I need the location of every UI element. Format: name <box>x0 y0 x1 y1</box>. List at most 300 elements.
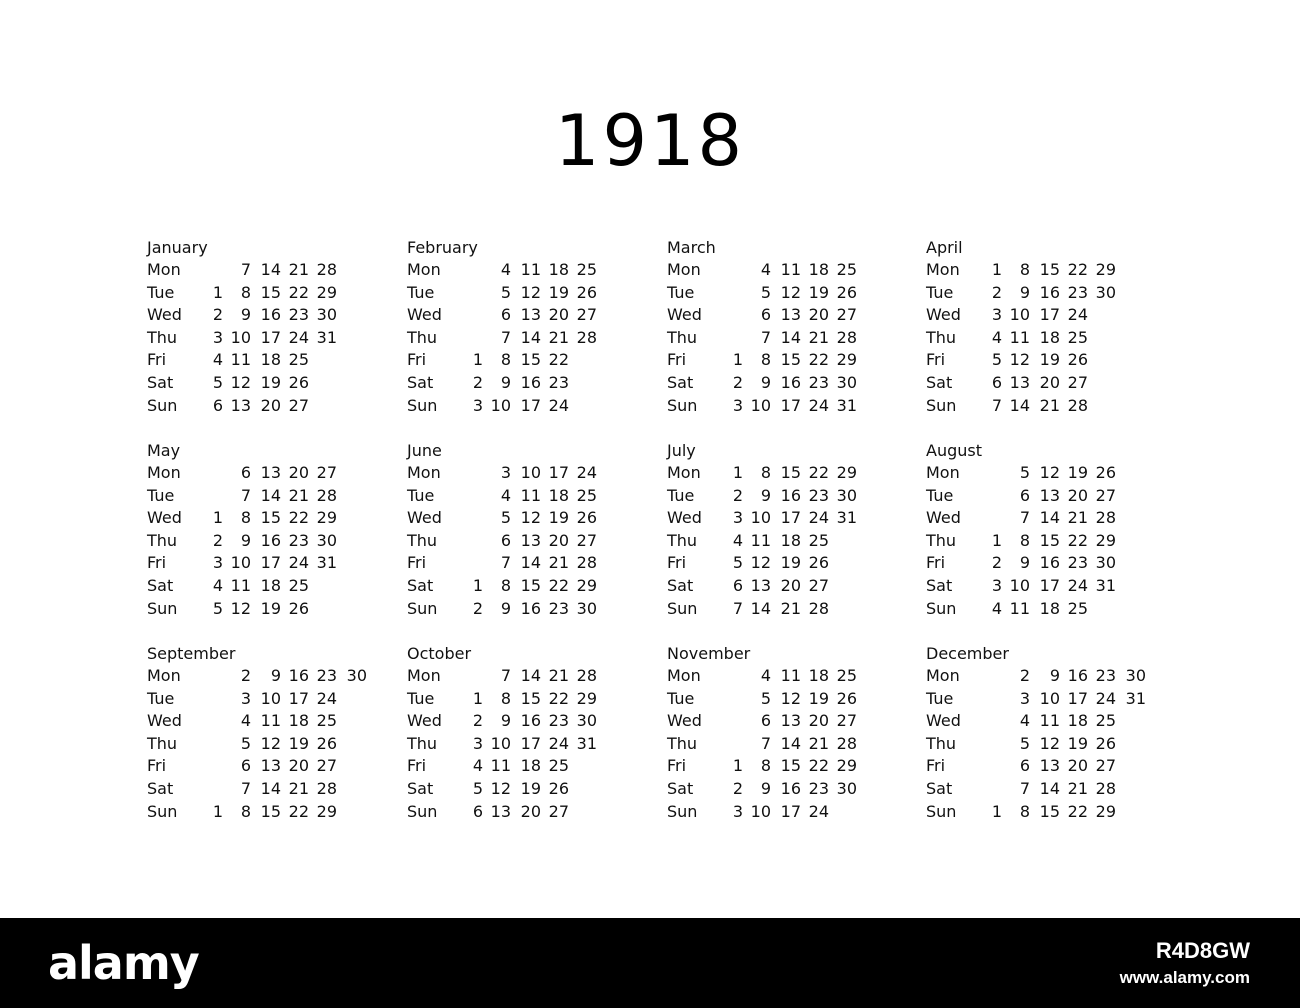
day-number: 5 <box>212 373 223 392</box>
day-number: 4 <box>500 485 511 505</box>
day-number: 25 <box>808 530 829 550</box>
day-number: 2 <box>1019 666 1030 685</box>
day-number: 29 <box>576 576 597 595</box>
day-number: 4 <box>732 530 743 550</box>
day-number: 26 <box>288 598 309 618</box>
day-number: 5 <box>1019 733 1030 753</box>
weekday-label: Fri <box>147 350 167 370</box>
day-number: 28 <box>808 598 829 618</box>
day-number: 25 <box>1095 711 1116 731</box>
day-number: 25 <box>288 350 309 370</box>
day-number: 15 <box>780 463 801 482</box>
day-number: 8 <box>240 801 251 821</box>
day-number: 14 <box>260 260 281 279</box>
day-number: 9 <box>760 779 771 798</box>
day-number: 27 <box>1095 485 1116 505</box>
weekday-label: Sat <box>667 576 694 595</box>
day-number: 27 <box>1067 373 1088 392</box>
day-number: 27 <box>316 756 337 776</box>
day-number: 1 <box>991 801 1002 821</box>
day-number: 7 <box>240 485 251 505</box>
month-block <box>407 643 657 833</box>
day-number: 22 <box>548 688 569 708</box>
day-number: 13 <box>260 756 281 776</box>
day-number: 10 <box>520 463 541 482</box>
day-number: 2 <box>212 530 223 550</box>
weekday-label: Sun <box>147 598 178 618</box>
week-row <box>926 259 1176 281</box>
day-number: 30 <box>576 711 597 731</box>
day-number: 24 <box>548 733 569 753</box>
week-row <box>147 304 397 326</box>
day-number: 19 <box>260 598 281 618</box>
day-number: 10 <box>750 395 771 415</box>
week-row <box>667 665 917 687</box>
week-row <box>407 575 657 597</box>
weekday-label: Tue <box>667 485 695 505</box>
weekday-label: Thu <box>407 327 438 347</box>
week-row <box>926 372 1176 394</box>
week-row <box>147 372 397 394</box>
day-number: 25 <box>836 260 857 279</box>
day-number: 11 <box>230 350 251 370</box>
day-number: 24 <box>576 463 597 482</box>
weekday-label: Mon <box>147 260 181 279</box>
week-row <box>147 485 397 507</box>
day-number: 14 <box>780 733 801 753</box>
day-number: 1 <box>991 260 1002 279</box>
day-number: 1 <box>212 801 223 821</box>
weekday-label: Fri <box>407 553 427 573</box>
month-name: September <box>147 644 236 663</box>
day-number: 5 <box>500 282 511 302</box>
weekday-label: Thu <box>147 327 178 347</box>
day-number: 13 <box>260 463 281 482</box>
day-number: 22 <box>548 576 569 595</box>
week-row <box>926 778 1176 800</box>
week-row <box>667 733 917 755</box>
day-number: 31 <box>316 327 337 347</box>
day-number: 1 <box>732 350 743 370</box>
day-number: 16 <box>780 779 801 798</box>
day-number: 4 <box>760 666 771 685</box>
day-number: 12 <box>230 373 251 392</box>
weekday-label: Wed <box>407 711 442 731</box>
weekday-label: Mon <box>407 666 441 685</box>
day-number: 4 <box>991 598 1002 618</box>
month-name: October <box>407 644 472 663</box>
weekday-label: Thu <box>926 530 957 550</box>
weekday-label: Mon <box>147 666 181 685</box>
day-number: 17 <box>780 801 801 821</box>
month-name: April <box>926 238 963 257</box>
day-number: 7 <box>500 327 511 347</box>
day-number: 24 <box>808 508 829 528</box>
weekday-label: Mon <box>407 260 441 279</box>
weekday-label: Mon <box>667 463 701 482</box>
day-number: 23 <box>548 711 569 731</box>
day-number: 21 <box>288 485 309 505</box>
day-number: 3 <box>991 576 1002 595</box>
week-row <box>407 485 657 507</box>
weekday-label: Thu <box>407 530 438 550</box>
day-number: 9 <box>500 711 511 731</box>
day-number: 20 <box>288 756 309 776</box>
day-number: 4 <box>500 260 511 279</box>
day-number: 12 <box>780 282 801 302</box>
week-row <box>926 304 1176 326</box>
day-number: 29 <box>1095 801 1116 821</box>
day-number: 15 <box>520 576 541 595</box>
day-number: 13 <box>750 576 771 595</box>
month-block <box>667 643 917 833</box>
weekday-label: Sat <box>926 373 953 392</box>
weekday-label: Sat <box>667 779 694 798</box>
day-number: 29 <box>316 801 337 821</box>
week-row <box>407 304 657 326</box>
day-number: 26 <box>836 282 857 302</box>
day-number: 3 <box>732 395 743 415</box>
day-number: 25 <box>1067 598 1088 618</box>
month-name: May <box>147 441 181 460</box>
day-number: 29 <box>316 282 337 302</box>
month-block <box>407 440 657 630</box>
day-number: 15 <box>260 801 281 821</box>
day-number: 16 <box>1067 666 1088 685</box>
week-row <box>407 552 657 574</box>
week-row <box>667 778 917 800</box>
month-block <box>667 237 917 427</box>
day-number: 7 <box>991 395 1002 415</box>
day-number: 12 <box>230 598 251 618</box>
brand-logo: alamy <box>48 936 199 990</box>
day-number: 3 <box>991 305 1002 325</box>
day-number: 1 <box>472 350 483 370</box>
day-number: 7 <box>732 598 743 618</box>
week-row <box>407 755 657 777</box>
day-number: 19 <box>808 688 829 708</box>
day-number: 12 <box>260 733 281 753</box>
week-row <box>667 395 917 417</box>
day-number: 20 <box>808 305 829 325</box>
weekday-label: Wed <box>407 508 442 528</box>
day-number: 21 <box>288 779 309 798</box>
week-row <box>667 552 917 574</box>
weekday-label: Tue <box>667 688 695 708</box>
day-number: 26 <box>836 688 857 708</box>
week-row <box>147 327 397 349</box>
day-number: 19 <box>288 733 309 753</box>
week-row <box>407 259 657 281</box>
day-number: 8 <box>760 463 771 482</box>
day-number: 30 <box>1095 553 1116 573</box>
day-number: 1 <box>732 756 743 776</box>
weekday-label: Tue <box>407 282 435 302</box>
day-number: 27 <box>836 305 857 325</box>
day-number: 5 <box>760 282 771 302</box>
day-number: 18 <box>520 756 541 776</box>
day-number: 13 <box>490 801 511 821</box>
day-number: 20 <box>1039 373 1060 392</box>
month-name: December <box>926 644 1009 663</box>
weekday-label: Sat <box>147 576 174 595</box>
day-number: 13 <box>780 305 801 325</box>
day-number: 13 <box>230 395 251 415</box>
day-number: 7 <box>240 260 251 279</box>
day-number: 20 <box>260 395 281 415</box>
day-number: 6 <box>991 373 1002 392</box>
week-row <box>407 507 657 529</box>
weekday-label: Wed <box>926 508 961 528</box>
day-number: 21 <box>548 666 569 685</box>
day-number: 4 <box>472 756 483 776</box>
day-number: 19 <box>780 553 801 573</box>
day-number: 20 <box>1067 756 1088 776</box>
day-number: 8 <box>240 508 251 528</box>
day-number: 26 <box>1067 350 1088 370</box>
day-number: 24 <box>288 327 309 347</box>
day-number: 9 <box>500 373 511 392</box>
day-number: 13 <box>520 530 541 550</box>
day-number: 22 <box>808 756 829 776</box>
day-number: 25 <box>1067 327 1088 347</box>
day-number: 16 <box>260 530 281 550</box>
day-number: 3 <box>500 463 511 482</box>
day-number: 28 <box>836 733 857 753</box>
day-number: 5 <box>760 688 771 708</box>
day-number: 27 <box>576 530 597 550</box>
day-number: 26 <box>548 779 569 798</box>
week-row <box>667 507 917 529</box>
week-row <box>407 282 657 304</box>
week-row <box>667 801 917 823</box>
weekday-label: Fri <box>667 756 687 776</box>
day-number: 28 <box>316 485 337 505</box>
week-row <box>147 282 397 304</box>
day-number: 17 <box>1067 688 1088 708</box>
day-number: 10 <box>490 733 511 753</box>
day-number: 25 <box>576 485 597 505</box>
day-number: 6 <box>1019 756 1030 776</box>
week-row <box>407 778 657 800</box>
week-row <box>926 733 1176 755</box>
week-row <box>407 462 657 484</box>
day-number: 18 <box>808 666 829 685</box>
day-number: 22 <box>1067 530 1088 550</box>
day-number: 21 <box>548 327 569 347</box>
week-row <box>147 778 397 800</box>
day-number: 20 <box>288 463 309 482</box>
day-number: 23 <box>808 485 829 505</box>
day-number: 27 <box>548 801 569 821</box>
month-name: November <box>667 644 751 663</box>
day-number: 22 <box>548 350 569 370</box>
day-number: 22 <box>288 282 309 302</box>
day-number: 21 <box>1067 508 1088 528</box>
week-row <box>926 552 1176 574</box>
week-row <box>667 755 917 777</box>
day-number: 24 <box>548 395 569 415</box>
day-number: 6 <box>500 530 511 550</box>
day-number: 14 <box>1039 508 1060 528</box>
day-number: 2 <box>472 598 483 618</box>
weekday-label: Sun <box>926 598 957 618</box>
day-number: 9 <box>1019 553 1030 573</box>
day-number: 30 <box>836 373 857 392</box>
week-row <box>147 755 397 777</box>
day-number: 5 <box>240 733 251 753</box>
day-number: 7 <box>500 553 511 573</box>
weekday-label: Tue <box>407 485 435 505</box>
weekday-label: Wed <box>147 508 182 528</box>
week-row <box>147 462 397 484</box>
day-number: 24 <box>1067 576 1088 595</box>
day-number: 17 <box>520 395 541 415</box>
website-url: www.alamy.com <box>1119 968 1250 987</box>
month-name: August <box>926 441 982 460</box>
day-number: 18 <box>548 260 569 279</box>
day-number: 23 <box>288 530 309 550</box>
weekday-label: Thu <box>667 327 698 347</box>
day-number: 10 <box>490 395 511 415</box>
weekday-label: Wed <box>407 305 442 325</box>
day-number: 31 <box>836 508 857 528</box>
day-number: 8 <box>1019 801 1030 821</box>
day-number: 2 <box>732 485 743 505</box>
day-number: 31 <box>316 553 337 573</box>
weekday-label: Sat <box>407 779 434 798</box>
day-number: 18 <box>260 576 281 595</box>
week-row <box>926 327 1176 349</box>
day-number: 26 <box>1095 463 1116 482</box>
week-row <box>926 710 1176 732</box>
year-heading: 1918 <box>554 100 746 182</box>
day-number: 23 <box>548 598 569 618</box>
day-number: 31 <box>576 733 597 753</box>
day-number: 5 <box>472 779 483 798</box>
day-number: 18 <box>808 260 829 279</box>
week-row <box>147 552 397 574</box>
day-number: 12 <box>1039 463 1060 482</box>
weekday-label: Sun <box>407 395 438 415</box>
day-number: 13 <box>1039 485 1060 505</box>
day-number: 11 <box>490 756 511 776</box>
day-number: 26 <box>576 282 597 302</box>
day-number: 3 <box>472 733 483 753</box>
day-number: 28 <box>576 553 597 573</box>
day-number: 15 <box>260 508 281 528</box>
day-number: 3 <box>212 553 223 573</box>
day-number: 17 <box>780 508 801 528</box>
day-number: 29 <box>836 463 857 482</box>
day-number: 20 <box>520 801 541 821</box>
week-row <box>926 530 1176 552</box>
day-number: 26 <box>1095 733 1116 753</box>
day-number: 2 <box>472 711 483 731</box>
day-number: 29 <box>836 756 857 776</box>
day-number: 16 <box>520 598 541 618</box>
month-block <box>926 643 1176 833</box>
day-number: 9 <box>500 598 511 618</box>
week-row <box>667 462 917 484</box>
weekday-label: Thu <box>926 327 957 347</box>
watermark-banner <box>0 918 1300 1008</box>
day-number: 6 <box>500 305 511 325</box>
day-number: 19 <box>548 508 569 528</box>
week-row <box>667 304 917 326</box>
day-number: 12 <box>1039 733 1060 753</box>
day-number: 22 <box>808 350 829 370</box>
day-number: 14 <box>780 327 801 347</box>
day-number: 5 <box>991 350 1002 370</box>
day-number: 6 <box>472 801 483 821</box>
day-number: 25 <box>548 756 569 776</box>
week-row <box>926 688 1176 710</box>
day-number: 30 <box>1125 666 1146 685</box>
day-number: 23 <box>1067 282 1088 302</box>
day-number: 28 <box>316 260 337 279</box>
week-row <box>667 598 917 620</box>
day-number: 8 <box>500 688 511 708</box>
day-number: 30 <box>316 305 337 325</box>
day-number: 19 <box>808 282 829 302</box>
weekday-label: Fri <box>407 350 427 370</box>
day-number: 28 <box>836 327 857 347</box>
weekday-label: Mon <box>147 463 181 482</box>
month-name: February <box>407 238 478 257</box>
week-row <box>926 349 1176 371</box>
day-number: 22 <box>1067 260 1088 279</box>
month-block <box>926 237 1176 427</box>
week-row <box>667 349 917 371</box>
weekday-label: Tue <box>147 688 175 708</box>
day-number: 25 <box>576 260 597 279</box>
weekday-label: Mon <box>407 463 441 482</box>
day-number: 8 <box>760 350 771 370</box>
day-number: 15 <box>520 688 541 708</box>
day-number: 1 <box>732 463 743 482</box>
weekday-label: Sat <box>147 779 174 798</box>
day-number: 5 <box>1019 463 1030 482</box>
day-number: 17 <box>780 395 801 415</box>
day-number: 12 <box>520 508 541 528</box>
day-number: 15 <box>1039 260 1060 279</box>
week-row <box>407 688 657 710</box>
day-number: 14 <box>1009 395 1030 415</box>
day-number: 6 <box>240 463 251 482</box>
day-number: 18 <box>1067 711 1088 731</box>
week-row <box>926 462 1176 484</box>
day-number: 10 <box>230 553 251 573</box>
day-number: 1 <box>212 508 223 528</box>
day-number: 21 <box>808 327 829 347</box>
day-number: 16 <box>260 305 281 325</box>
day-number: 31 <box>836 395 857 415</box>
day-number: 9 <box>240 530 251 550</box>
day-number: 7 <box>500 666 511 685</box>
day-number: 3 <box>1019 688 1030 708</box>
day-number: 18 <box>1039 598 1060 618</box>
weekday-label: Wed <box>926 711 961 731</box>
day-number: 6 <box>760 305 771 325</box>
weekday-label: Sun <box>667 395 698 415</box>
day-number: 18 <box>1039 327 1060 347</box>
day-number: 14 <box>750 598 771 618</box>
day-number: 5 <box>500 508 511 528</box>
day-number: 6 <box>212 395 223 415</box>
week-row <box>926 665 1176 687</box>
day-number: 7 <box>1019 779 1030 798</box>
